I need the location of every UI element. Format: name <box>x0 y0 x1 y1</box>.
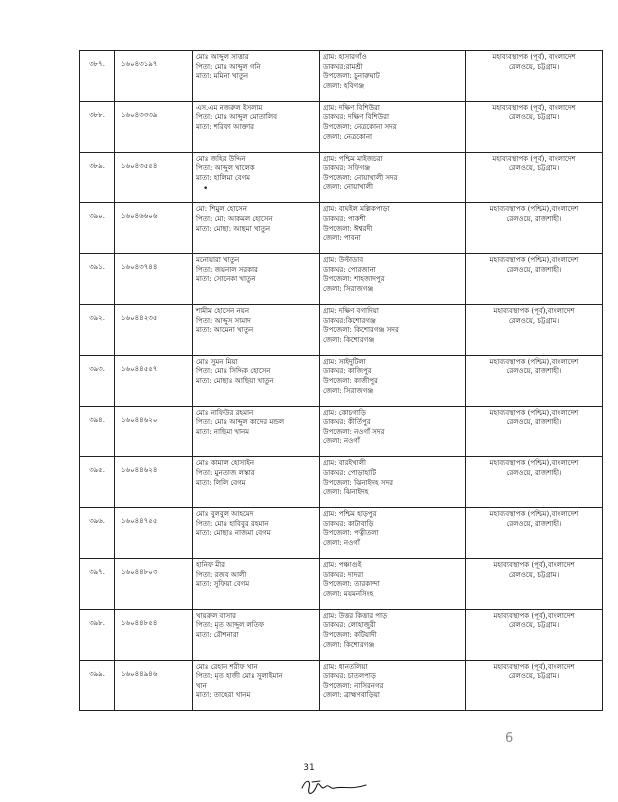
address-line: গ্রাম: পশ্চিম মাইজচরা <box>323 154 383 163</box>
address-line: গ্রাম: হাসারগাঁও <box>323 53 367 61</box>
candidate-info-line: পিতা: মৃত আব্দুল লতিফ <box>196 621 265 630</box>
roll-number-cell: ১৬০৪৬৬০৬ <box>115 203 193 254</box>
candidate-info-line: মাতা: শরিফা আক্তার <box>196 122 254 131</box>
address-line: উপজেলা: চুনারুঘাট <box>323 72 380 81</box>
candidate-info-line: এস.এম নজরুল ইসলাম <box>196 103 263 112</box>
posting-line: রেলওয়ে, রাজশাহী। <box>506 367 562 376</box>
serial-number-cell: ৩৯২. <box>80 304 115 355</box>
address-line: গ্রাম: বাঘইল মল্লিকপাড়া <box>323 205 390 214</box>
address-line: জেলা: সিরাজগঞ্জ <box>323 386 374 395</box>
candidate-info-line: হানিফ মীর <box>196 560 225 569</box>
signature <box>300 776 370 802</box>
roll-number-cell: ১৬০৪৪৬২০ <box>115 406 193 457</box>
address-line: গ্রাম: ধানতলিয়া <box>323 662 368 671</box>
address-line: ডাকঘর: কীর্তিপুর <box>323 418 371 427</box>
candidate-name-cell <box>193 406 320 457</box>
posting-office-cell <box>466 660 603 711</box>
candidate-info-line: মোঃ রেহান শরীফ খান <box>196 662 258 671</box>
address-line: গ্রাম: বারইখালী <box>323 459 367 468</box>
roll-number-cell: ১৬০৪৪৮০৩ <box>115 558 193 609</box>
serial-number-cell: ৩৯৬. <box>80 508 115 559</box>
address-line: ডাকঘর: সফিগঞ্জ <box>323 164 371 173</box>
posting-office-cell <box>466 152 603 203</box>
posting-office-cell <box>466 51 603 102</box>
candidate-info-line: খায়রুল বাসার <box>196 611 236 620</box>
address-line: গ্রাম: পঞ্চাগুই <box>323 560 362 569</box>
address-cell <box>320 355 466 406</box>
address-line: জেলা: ময়মনসিংহ <box>323 589 374 598</box>
address-cell <box>320 660 466 711</box>
address-line: ডাকঘর: দক্ষিণ বিশিউরা <box>323 113 390 122</box>
address-line: গ্রাম: পশ্চিম হাড়পুর <box>323 510 377 519</box>
table-row <box>80 152 603 203</box>
candidate-info-line: মাতা: লিলি বেগম <box>196 478 246 487</box>
address-line: উপজেলা: নেত্রকোনা সদর <box>323 122 397 131</box>
address-cell <box>320 406 466 457</box>
candidate-info-line: খান <box>196 681 207 690</box>
posting-office-cell <box>466 355 603 406</box>
candidate-name-cell <box>193 51 320 102</box>
serial-number-cell: ৩৯০. <box>80 203 115 254</box>
serial-number-cell: ৩৮৮. <box>80 101 115 152</box>
address-line: জেলা: কিশোরগঞ্জ <box>323 640 375 649</box>
candidate-info-line: পিতা: আব্দুস সামাদ <box>196 316 251 325</box>
posting-line: মহাব্যবস্থাপক (পূর্ব), বাংলাদেশ <box>492 103 576 112</box>
posting-line: রেলওয়ে, রাজশাহী। <box>506 519 562 528</box>
table-row <box>80 406 603 457</box>
address-line: উপজেলা: কাজীপুর <box>323 376 378 385</box>
address-line: ডাকঘর: পোড়াহাটি <box>323 468 377 477</box>
candidate-table-body <box>80 51 603 711</box>
posting-office-cell <box>466 609 603 660</box>
candidate-name-cell <box>193 304 320 355</box>
address-line: জেলা: ঝিনাইদহ <box>323 488 369 497</box>
posting-line: মহাব্যবস্থাপক (পশ্চিম),বাংলাদেশ <box>489 357 579 366</box>
posting-line: মহাব্যবস্থাপক (পূর্ব), বাংলাদেশ <box>492 154 576 163</box>
candidate-info-line: মাতা: নাছিমা খানম <box>196 427 250 436</box>
posting-line: রেলওয়ে, চট্টগ্রাম। <box>508 62 560 71</box>
posting-line: রেলওয়ে, রাজশাহী। <box>506 468 562 477</box>
address-cell <box>320 558 466 609</box>
address-line: ডাকঘর: চাতলপাড় <box>323 672 376 681</box>
address-line: গ্রাম: উল্টাডাব <box>323 256 364 265</box>
candidate-info-line: মাতা: মোছা: আছমা খাতুন <box>196 224 271 233</box>
roll-number-cell: ১৬০৪৪৬২৪ <box>115 457 193 508</box>
posting-office-cell <box>466 101 603 152</box>
candidate-name-cell <box>193 660 320 711</box>
address-line: উপজেলা: তারকান্দা <box>323 580 380 589</box>
candidate-info-line: মোঃ জহির উদ্দিন <box>196 154 246 163</box>
address-line: জেলা: সিরাজগঞ্জ <box>323 284 374 293</box>
posting-office-cell <box>466 457 603 508</box>
posting-office-cell <box>466 203 603 254</box>
posting-line: রেলওয়ে, চট্টগ্রাম। <box>508 316 560 325</box>
address-line: গ্রাম: উত্তর কিত্তার পাড় <box>323 611 388 620</box>
signature-icon <box>300 776 370 798</box>
candidate-info-line: শামীম হোসেন নয়ন <box>196 306 250 315</box>
serial-number-cell: ৩৯১. <box>80 254 115 305</box>
address-line: ডাকঘর: পোরজানা <box>323 265 376 274</box>
address-line: ডাকঘর: পাকশী <box>323 214 366 223</box>
candidate-name-cell <box>193 254 320 305</box>
address-line: ডাকঘর: কাজিপুর <box>323 367 372 376</box>
address-line: জেলা: নেত্রকোনা <box>323 132 373 141</box>
posting-line: মহাব্যবস্থাপক (পশ্চিম),বাংলাদেশ <box>489 205 579 214</box>
address-line: উপজেলা: ঈশ্বরদী <box>323 224 373 233</box>
candidate-name-cell <box>193 508 320 559</box>
address-line: উপজেলা: কটিয়াদী <box>323 630 377 639</box>
roll-number-cell: ১৬০৪৩৩৩৯ <box>115 101 193 152</box>
posting-office-cell <box>466 406 603 457</box>
table-row <box>80 457 603 508</box>
posting-line: রেলওয়ে, রাজশাহী। <box>506 418 562 427</box>
address-line: উপজেলা: নোয়াখালী সদর <box>323 173 398 182</box>
table-row <box>80 558 603 609</box>
posting-office-cell <box>466 558 603 609</box>
address-line: জেলা: হবিগঞ্জ <box>323 81 365 90</box>
address-line: গ্রাম: সাইদুটিলা <box>323 357 366 366</box>
posting-line: মহাব্যবস্থাপক (পূর্ব),বাংলাদেশ <box>493 611 575 620</box>
address-line: উপজেলা: কিশোরগঞ্জ সদর <box>323 326 399 335</box>
candidate-info-line: মাতা: আমেনা খাতুন <box>196 326 254 335</box>
candidate-info-line: পিতা: মোঃ সিদ্দিক হোসেন <box>196 367 271 376</box>
roll-number-cell: ১৬০৪৪৭৫৫ <box>115 508 193 559</box>
candidate-info-line: মোঃ বুলবুল আহমেদ <box>196 510 254 519</box>
serial-number-cell: ৩৯৫. <box>80 457 115 508</box>
serial-number-cell: ৩৯৩. <box>80 355 115 406</box>
stray-mark: • <box>203 184 209 194</box>
address-cell <box>320 101 466 152</box>
candidate-info-line: পিতা: জয়নাল সরকার <box>196 265 258 274</box>
posting-line: রেলওয়ে, চট্টগ্রাম। <box>508 570 560 579</box>
candidate-info-line: মাতা: মমিনা খাতুন <box>196 72 249 81</box>
posting-line: মহাব্যবস্থাপক (পশ্চিম),বাংলাদেশ <box>489 510 579 519</box>
candidate-info-line: মাতা: রৌশনারা <box>196 630 239 639</box>
posting-line: মহাব্যবস্থাপক (পূর্ব),বাংলাদেশ <box>493 306 575 315</box>
candidate-name-cell <box>193 203 320 254</box>
candidate-info-line: মোঃ আব্দুল সাত্তার <box>196 53 249 61</box>
roll-number-cell: ১৬০৪৪৮৫৪ <box>115 609 193 660</box>
address-line: গ্রাম: কোচগাড়ি <box>323 408 366 417</box>
posting-office-cell <box>466 508 603 559</box>
posting-line: মহাব্যবস্থাপক (পূর্ব),বাংলাদেশ <box>493 560 575 569</box>
margin-handwritten-mark: 6 <box>505 731 514 746</box>
serial-number-cell: ৩৯৪. <box>80 406 115 457</box>
table-row <box>80 304 603 355</box>
posting-line: মহাব্যবস্থাপক (পূর্ব), বাংলাদেশ <box>492 53 576 61</box>
address-line: জেলা: নোয়াখালী <box>323 183 373 192</box>
candidate-info-line: পিতা: আব্দুল খালেক <box>196 164 255 173</box>
address-line: জেলা: নওগাঁ <box>323 437 360 446</box>
address-cell <box>320 609 466 660</box>
candidate-table <box>79 50 603 711</box>
posting-line: রেলওয়ে, রাজশাহী। <box>506 265 562 274</box>
table-row <box>80 355 603 406</box>
candidate-info-line: মোঃ কামাল হোসাইন <box>196 459 255 468</box>
address-cell <box>320 508 466 559</box>
candidate-info-line: পিতা: মৃত হাজী মোঃ সুলাইমান <box>196 672 283 681</box>
serial-number-cell: ৩৯৭. <box>80 558 115 609</box>
roll-number-cell: ১৬০৪৪৯৪৬ <box>115 660 193 711</box>
candidate-info-line: পিতা: মো: আকমল হোসেন <box>196 214 273 223</box>
table-row <box>80 254 603 305</box>
candidate-info-line: মাতা: হালিমা বেগম <box>196 173 251 182</box>
candidate-info-line: পিতা: মুনতাজ লস্কার <box>196 468 255 477</box>
posting-office-cell <box>466 304 603 355</box>
roll-number-cell: ১৬০৪৩৫৫৪ <box>115 152 193 203</box>
candidate-info-line: মাতা: সুফিয়া বেগম <box>196 580 250 589</box>
address-cell <box>320 254 466 305</box>
posting-line: রেলওয়ে, চট্টগ্রাম। <box>508 672 560 681</box>
posting-office-cell <box>466 254 603 305</box>
candidate-info-line: মো: শিমুল হোসেন <box>196 205 247 214</box>
address-line: উপজেলা: পত্নীতলা <box>323 529 379 538</box>
candidate-info-line: মোঃ নাফিউর রহমান <box>196 408 254 417</box>
candidate-info-line: মনোয়ারা খাতুন <box>196 256 240 265</box>
candidate-info-line: পিতা: রজব আলী <box>196 570 247 579</box>
table-row <box>80 51 603 102</box>
address-cell <box>320 152 466 203</box>
posting-line: রেলওয়ে, চট্টগ্রাম। <box>508 164 560 173</box>
posting-line: মহাব্যবস্থাপক (পশ্চিম),বাংলাদেশ <box>489 256 579 265</box>
candidate-info-line: পিতা: মোঃ আব্দুল গনি <box>196 62 261 71</box>
address-line: গ্রাম: দক্ষিণ বগাদিয়া <box>323 306 379 315</box>
address-line: উপজেলা: শাহজাদপুর <box>323 275 385 284</box>
candidate-info-line: মাতা: মোছাঃ আছিয়া খাতুন <box>196 376 274 385</box>
candidate-name-cell <box>193 152 320 203</box>
table-row <box>80 101 603 152</box>
address-line: জেলা: নওগাঁ <box>323 538 360 547</box>
address-cell <box>320 203 466 254</box>
serial-number-cell: ৩৯৯. <box>80 660 115 711</box>
address-cell <box>320 304 466 355</box>
table-row <box>80 203 603 254</box>
address-line: ডাকঘর:কিশোরগঞ্জ <box>323 316 376 325</box>
roll-number-cell: ১৬০৪৩১৯৭ <box>115 51 193 102</box>
candidate-info-line: মাতা: মোছাঃ নাজমা বেগম <box>196 529 271 538</box>
serial-number-cell: ৩৯৮. <box>80 609 115 660</box>
posting-line: মহাব্যবস্থাপক (পূর্ব),বাংলাদেশ <box>493 662 575 671</box>
posting-line: মহাব্যবস্থাপক (পশ্চিম),বাংলাদেশ <box>489 459 579 468</box>
candidate-info-line: মাতা: তাহেরা খানম <box>196 691 251 700</box>
address-cell <box>320 457 466 508</box>
candidate-info-line: মাতা: সোনেকা খাতুন <box>196 275 256 284</box>
page-number: 31 <box>303 763 315 773</box>
roll-number-cell: ১৬০৪৪২৩৫ <box>115 304 193 355</box>
candidate-name-cell <box>193 609 320 660</box>
roll-number-cell: ১৬০৪৩৭৪৪ <box>115 254 193 305</box>
serial-number-cell: ৩৮৯. <box>80 152 115 203</box>
candidate-name-cell <box>193 101 320 152</box>
candidate-info-line: মোঃ সুমন মিয়া <box>196 357 238 366</box>
candidate-info-line: পিতা: মোঃ আব্দুল মোতালিব <box>196 113 278 122</box>
serial-number-cell: ৩৮৭. <box>80 51 115 102</box>
posting-line: রেলওয়ে, চট্টগ্রাম। <box>508 621 560 630</box>
candidate-name-cell <box>193 558 320 609</box>
table-row <box>80 508 603 559</box>
address-line: জেলা: ব্রাহ্মণবাড়িয়া <box>323 691 380 700</box>
roll-number-cell: ১৬০৪৪৫৫৭ <box>115 355 193 406</box>
posting-line: রেলওয়ে, চট্টগ্রাম। <box>508 113 560 122</box>
table-row <box>80 609 603 660</box>
address-line: ডাকঘর: লোহাজুরী <box>323 621 376 630</box>
candidate-info-line: পিতা: মোঃ হাবিবুর রহমান <box>196 519 269 528</box>
address-line: ডাকঘর: কাটাবাড়ি <box>323 519 374 528</box>
address-line: ডাকঘর:রামশ্রী <box>323 62 363 71</box>
address-cell <box>320 51 466 102</box>
candidate-name-cell <box>193 457 320 508</box>
address-line: উপজেলা: নওগাঁ সদর <box>323 427 385 436</box>
address-line: জেলা: কিশোরগঞ্জ <box>323 335 375 344</box>
candidate-info-line: পিতা: মোঃ আব্দুল কাদের মন্ডল <box>196 418 285 427</box>
candidate-name-cell <box>193 355 320 406</box>
address-line: ডাকঘর: দাদরা <box>323 570 364 579</box>
address-line: জেলা: পাবনা <box>323 234 361 243</box>
address-line: উপজেলা: ঝিনাইদহ সদর <box>323 478 393 487</box>
posting-line: মহাব্যবস্থাপক (পশ্চিম),বাংলাদেশ <box>489 408 579 417</box>
table-row <box>80 660 603 711</box>
address-line: গ্রাম: দক্ষিণ বিশিউরা <box>323 103 380 112</box>
address-line: উপজেলা: নাসিরনগর <box>323 681 384 690</box>
posting-line: রেলওয়ে, রাজশাহী। <box>506 214 562 223</box>
